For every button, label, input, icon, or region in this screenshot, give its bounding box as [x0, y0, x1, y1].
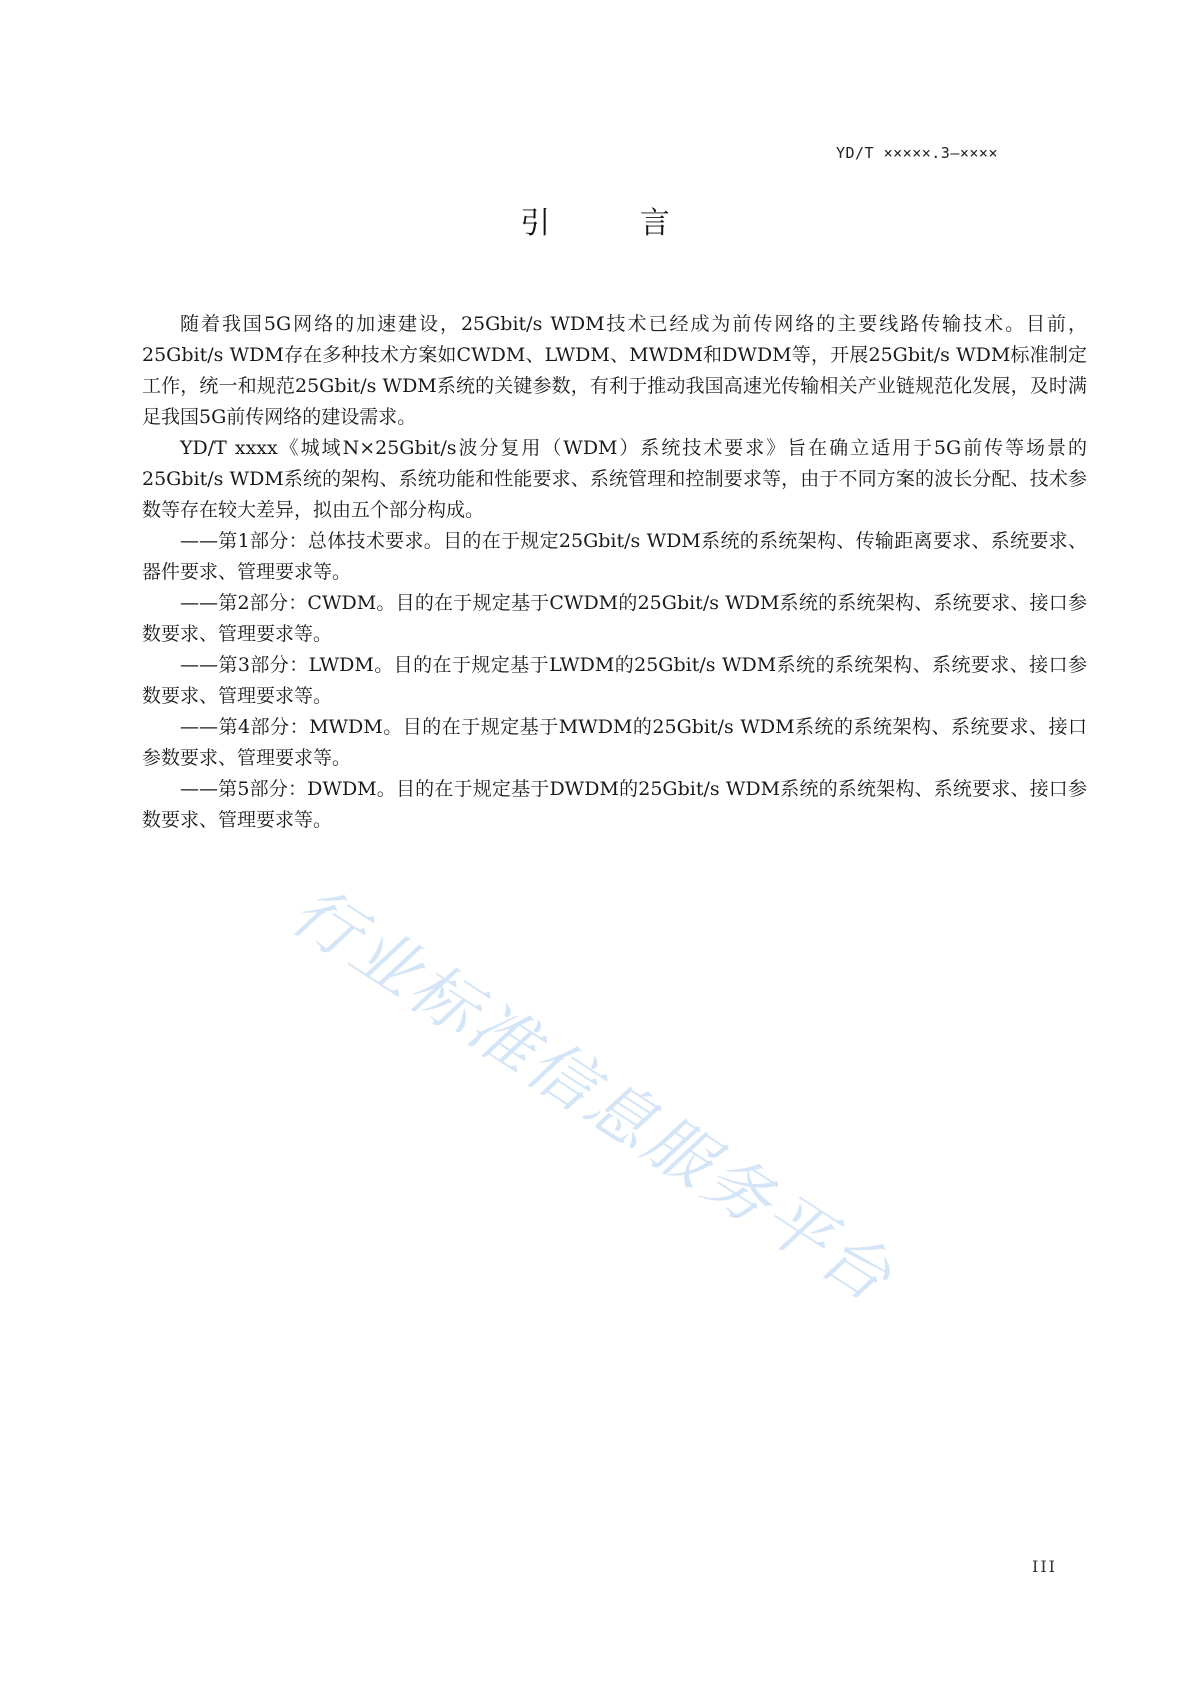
watermark: 行业标准信息服务平台 — [278, 872, 908, 1318]
intro-paragraph-1: 随着我国5G网络的加速建设，25Gbit/s WDM技术已经成为前传网络的主要线路传输技术。目前，25Gbit/s WDM存在多种技术方案如CWDM、LWDM、MWDM和DWDM等，开展25Gbit/s WDM标准制定工作，统一和规范25Gbit/s WDM系统的关键参数，有利于推动我国高速光传输相关产业链规范化发展，及时满足我国5G前传网络的建设需求。 — [142, 313, 1087, 428]
part-4-item: ——第4部分：MWDM。目的在于规定基于MWDM的25Gbit/s WDM系统的系统架构、系统要求、接口参数要求、管理要求等。 — [142, 716, 1087, 769]
intro-paragraph-2: YD/T xxxx《城域N×25Gbit/s波分复用（WDM）系统技术要求》旨在确立适用于5G前传等场景的25Gbit/s WDM系统的架构、系统功能和性能要求、系统管理和控制要求等，由于不同方案的波长分配、技术参数等存在较大差异，拟由五个部分构成。 — [142, 437, 1087, 521]
introduction-body — [142, 309, 1087, 836]
page-number: III — [1032, 1557, 1057, 1576]
page-title: 引 言 — [520, 206, 710, 241]
part-5-item: ——第5部分：DWDM。目的在于规定基于DWDM的25Gbit/s WDM系统的系统架构、系统要求、接口参数要求、管理要求等。 — [142, 778, 1087, 831]
part-3-item: ——第3部分：LWDM。目的在于规定基于LWDM的25Gbit/s WDM系统的系统架构、系统要求、接口参数要求、管理要求等。 — [142, 654, 1087, 707]
part-1-item: ——第1部分：总体技术要求。目的在于规定25Gbit/s WDM系统的系统架构、传输距离要求、系统要求、器件要求、管理要求等。 — [142, 530, 1087, 583]
document-code-header: YD/T ×××××.3—×××× — [835, 144, 998, 162]
part-2-item: ——第2部分：CWDM。目的在于规定基于CWDM的25Gbit/s WDM系统的系统架构、系统要求、接口参数要求、管理要求等。 — [142, 592, 1087, 645]
